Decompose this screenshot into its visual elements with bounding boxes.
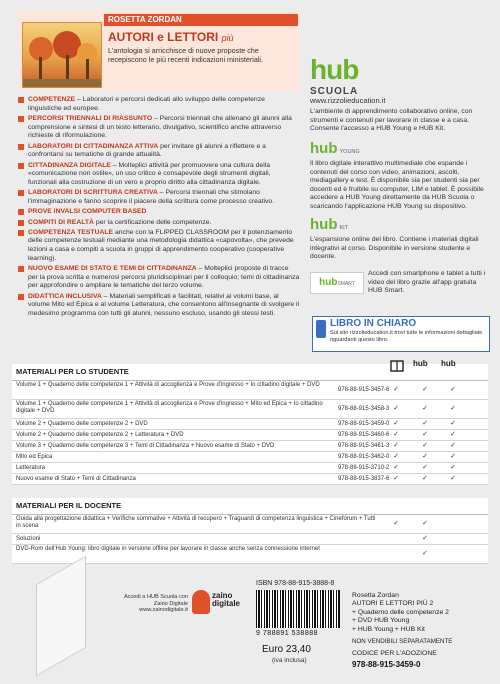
- feature-heading: COMPITI DI REALTÀ: [28, 218, 94, 226]
- feature-heading: PROVE INVALSI COMPUTER BASED: [28, 208, 147, 216]
- trees-illustration: [23, 23, 101, 87]
- hub-kit-column-icon: hub: [441, 359, 456, 368]
- table-row: [12, 534, 488, 545]
- row-description: Volume 1 + Quaderno delle competenze 1 + Attività di accoglienza e Prove d'ingresso + Io cittadino digitale + DVD: [16, 382, 320, 388]
- check-icon: ✓: [393, 475, 399, 482]
- check-icon: ✓: [422, 431, 428, 438]
- feature-heading: COMPETENZE: [28, 96, 76, 103]
- row-isbn: 978-88-915-3710-2: [338, 465, 390, 471]
- check-icon: ✓: [422, 442, 428, 449]
- row-isbn: 978-88-915-3461-3: [338, 443, 390, 449]
- price-note: (iva inclusa): [272, 657, 307, 664]
- hub-kit-logo: hub KIT: [310, 216, 349, 233]
- bullet-square-icon: [18, 190, 24, 196]
- zaino-url[interactable]: www.zainodigitale.it: [139, 607, 188, 614]
- table-row: [12, 419, 488, 430]
- check-icon: ✓: [393, 464, 399, 471]
- feature-heading: DIDATTICA INCLUSIVA: [28, 292, 102, 300]
- row-isbn: 978-88-915-3837-6: [338, 476, 390, 482]
- bullet-square-icon: [18, 209, 24, 215]
- table-row: [12, 381, 488, 400]
- hub-scuola-text: L'ambiente di apprendimento collaborativo online, con strumenti e contenuti per lavorare in classe e a casa. Consente l'accesso a HUB Young e HUB Kit.: [310, 108, 473, 133]
- student-materials-heading: MATERIALI PER LO STUDENTE: [12, 364, 488, 381]
- table-row: [12, 463, 488, 474]
- codice-label: CODICE PER L'ADOZIONE: [352, 650, 437, 657]
- bullet-square-icon: [18, 116, 24, 122]
- feature-item: [18, 96, 300, 113]
- check-icon: ✓: [450, 453, 456, 460]
- feature-heading: LABORATORI DI CITTADINANZA ATTIVA: [28, 142, 159, 150]
- hub-logo: hub: [310, 54, 359, 85]
- feature-text: – Percorsi triennali che stimolano l'immaginazione e fanno scoprire il piacere della scrittura come processo creativo.: [28, 189, 275, 205]
- check-icon: ✓: [422, 520, 428, 527]
- check-icon: ✓: [422, 475, 428, 482]
- row-isbn: 978-88-915-3459-0: [338, 421, 390, 427]
- row-description: DVD-Rom dell'Hub Young: libro digitale in versione offline per lavorare in classe anche senza connessione internet: [16, 546, 320, 552]
- check-icon: ✓: [450, 475, 456, 482]
- feature-item: [18, 219, 300, 228]
- hub-young-logo: hub YOUNG: [310, 140, 360, 157]
- check-icon: ✓: [422, 550, 428, 557]
- check-icon: ✓: [450, 431, 456, 438]
- table-row: [12, 430, 488, 441]
- hub-kit-text: L'espansione online del libro. Contiene i materiali digitali integrativi al corso. Disponibile in versione studente e docente.: [310, 236, 479, 261]
- check-icon: ✓: [422, 420, 428, 427]
- student-materials-table: [12, 364, 488, 485]
- check-icon: ✓: [450, 420, 456, 427]
- hub-url[interactable]: www.rizzolieducation.it: [310, 96, 386, 105]
- bullet-square-icon: [18, 294, 24, 300]
- feature-text: – Materiali semplificati e facilitati, relativi ai volumi base, al volume Mito ed Epica e al volume Letteratura, che consentono all'insegnante di svolgere il medesimo programma con tutti gli alunni, nessuno escluso, usando gli stessi testi.: [28, 292, 300, 317]
- check-icon: ✓: [393, 420, 399, 427]
- feature-text: – Laboratori e percorsi dedicati allo sviluppo delle competenze linguistiche ed europee.: [28, 96, 265, 112]
- row-description: Guida alla progettazione didattica + Verifiche sommative + Attività di recupero + Traguardi di competenza linguistica + Cineforum + Tutti in scena: [16, 516, 376, 529]
- table-row: [12, 400, 488, 419]
- check-icon: ✓: [450, 464, 456, 471]
- hub-young-text: Il libro digitale interattivo multimediale che espande i contenuti del corso con video, animazioni, ascolti, mediagallery e test. È disponibile sia per studenti sia per docenti ed è fruibile su computer, LIM e tablet. È possibile accedere a HUB Young direttamente da HUB Scuola o scaricando l'applicazione HUB Young su dispositivo.: [310, 160, 484, 210]
- order-author: Rosetta Zordan: [352, 592, 399, 599]
- barcode-digits: 9 788891 538888: [256, 630, 318, 637]
- feature-text: per la certificazione delle competenze.: [93, 218, 212, 226]
- order-line: + DVD HUB Young: [352, 617, 410, 625]
- feature-item: [18, 115, 300, 141]
- check-icon: ✓: [422, 453, 428, 460]
- row-isbn: 978-88-915-3457-6: [338, 387, 390, 393]
- table-row: [12, 515, 488, 534]
- feature-item: [18, 265, 300, 291]
- feature-item: [18, 293, 300, 319]
- book-title: [108, 30, 234, 44]
- check-icon: ✓: [422, 386, 428, 393]
- bullet-square-icon: [18, 163, 24, 169]
- row-description: Volume 2 + Quaderno delle competenze 2 + DVD: [16, 421, 148, 427]
- book-icon: [316, 320, 326, 338]
- row-isbn: 978-88-915-3458-3: [338, 406, 390, 412]
- row-description: Volume 1 + Quaderno delle competenze 1 + Attività di accoglienza e Prove d'ingresso + Mito ed Epica + Io cittadino digitale + DVD: [16, 401, 323, 414]
- check-icon: ✓: [422, 464, 428, 471]
- check-icon: ✓: [422, 535, 428, 542]
- feature-heading: COMPETENZA TESTUALE: [28, 228, 114, 236]
- libro-in-chiaro-title: LIBRO IN CHIARO: [330, 318, 417, 329]
- hub-young-label: YOUNG: [339, 149, 360, 155]
- check-icon: ✓: [450, 442, 456, 449]
- teacher-materials-table: [12, 498, 488, 564]
- book-title-suffix: più: [221, 33, 234, 43]
- bullet-square-icon: [18, 230, 24, 236]
- check-icon: ✓: [393, 405, 399, 412]
- check-icon: ✓: [393, 431, 399, 438]
- bullet-square-icon: [18, 266, 24, 272]
- non-vendibili: NON VENDIBILI SEPARATAMENTE: [352, 638, 453, 645]
- price: Euro 23,40: [262, 644, 311, 655]
- check-icon: ✓: [393, 442, 399, 449]
- hub-young-column-icon: hub: [413, 359, 428, 368]
- zaino-access: [118, 594, 188, 614]
- row-isbn: 978-88-915-3460-6: [338, 432, 390, 438]
- feature-text: anche con la FLIPPED CLASSROOM per il potenziamento delle competenze testuali mediante una metodologia didattica «capovolta», che prevede lezioni a casa e compiti a scuola in gruppi di apprendimento cooperativo (cooperative learning).: [28, 228, 294, 262]
- hub-smart-text: Accedi con smartphone e tablet a tutti i video del libro grazie all'app gratuita HUB Smart.: [368, 270, 486, 295]
- book-column-icon: [390, 360, 404, 372]
- feature-item: [18, 189, 300, 206]
- check-icon: ✓: [393, 520, 399, 527]
- features-list: [18, 96, 300, 320]
- order-line: + Quaderno delle competenze 2: [352, 608, 449, 616]
- feature-text: – Molteplici attività per promuovere una cultura della «comunicazione non ostile», un uso critico e consapevole degli strumenti digitali, funzionali alla costruzione di un vero e proprio diritto alla cittadinanza digitale.: [28, 161, 271, 186]
- hub-scuola-label: SCUOLA: [310, 86, 359, 97]
- table-row: [12, 441, 488, 452]
- book-title-text: AUTORI e LETTORI: [108, 30, 219, 44]
- feature-heading: CITTADINANZA DIGITALE: [28, 161, 111, 169]
- row-description: Volume 2 + Quaderno delle competenze 2 + Letteratura + DVD: [16, 432, 184, 438]
- check-icon: ✓: [422, 405, 428, 412]
- book-intro: L'antologia si arricchisce di nuove proposte che recepiscono le più recenti indicazioni ministeriali.: [108, 46, 264, 64]
- bullet-square-icon: [18, 97, 24, 103]
- author-bar: ROSETTA ZORDAN: [104, 14, 298, 26]
- hub-kit-label: KIT: [339, 225, 349, 231]
- bullet-square-icon: [18, 220, 24, 226]
- order-title: AUTORI E LETTORI PIÙ 2: [352, 600, 434, 608]
- barcode: [256, 590, 340, 628]
- feature-text: – Percorsi triennali che allenano gli alunni alla comprensione e sintesi di un testo letterario, divulgativo, scientifico anche attraverso richieste di riformulazione.: [28, 114, 292, 140]
- feature-item: [18, 208, 300, 217]
- bullet-square-icon: [18, 144, 24, 150]
- check-icon: ✓: [450, 405, 456, 412]
- hub-smart-label: SMART: [337, 281, 355, 287]
- feature-text: – Molteplici proposte di tracce per la prova scritta e numerosi percorsi pluridisciplinari per il colloquio; temi di cittadinanza per approfondire o ampliare le tematiche del terzo volume.: [28, 265, 300, 290]
- side-isbn-strip: [30, 560, 90, 670]
- order-info: [352, 592, 492, 634]
- column-icons: [386, 360, 486, 372]
- row-isbn: 978-88-915-3462-0: [338, 454, 390, 460]
- codice-adozione: 978-88-915-3459-0: [352, 660, 421, 669]
- row-description: Volume 3 + Quaderno delle competenze 3 + Temi di Cittadinanza + Nuovo esame di Stato + DVD: [16, 443, 275, 449]
- check-icon: ✓: [393, 453, 399, 460]
- zaino-access-text: Accedi a HUB Scuola con Zaino Digitale: [123, 594, 188, 607]
- isbn-label: ISBN 978-88-915-3888-8: [256, 580, 335, 587]
- hub-smart-logo: hubSMART: [310, 272, 364, 294]
- check-icon: ✓: [450, 386, 456, 393]
- row-description: Soluzioni: [16, 536, 41, 542]
- feature-text: per invitare gli alunni a riflettere e a confrontarsi su tematiche di grande attualità.: [28, 142, 266, 159]
- feature-heading: PERCORSI TRIENNALI DI RIASSUNTO: [28, 114, 153, 122]
- row-description: Nuovo esame di Stato + Temi di Cittadinanza: [16, 476, 136, 482]
- feature-heading: NUOVO ESAME DI STATO E TEMI DI CITTADINANZA: [28, 265, 197, 273]
- row-description: Mito ed Epica: [16, 454, 53, 460]
- libro-in-chiaro-text: Sul sito rizzolieducation.it trovi tutte le informazioni dettagliate riguardanti questo libro.: [330, 330, 483, 343]
- table-row: [12, 474, 488, 485]
- order-line: + HUB Young + HUB Kit: [352, 625, 425, 633]
- zaino-icon: [192, 590, 210, 614]
- zaino-logo: zaino digitale: [212, 591, 241, 608]
- feature-heading: LABORATORI DI SCRITTURA CREATIVA: [28, 189, 158, 197]
- feature-item: [18, 162, 300, 188]
- cover-image: [22, 22, 102, 88]
- feature-item: [18, 229, 300, 263]
- feature-item: [18, 143, 300, 160]
- table-row: [12, 452, 488, 463]
- teacher-materials-heading: MATERIALI PER IL DOCENTE: [12, 498, 488, 515]
- row-description: Letteratura: [16, 465, 46, 471]
- side-strip-graphic: [36, 556, 86, 677]
- check-icon: ✓: [393, 386, 399, 393]
